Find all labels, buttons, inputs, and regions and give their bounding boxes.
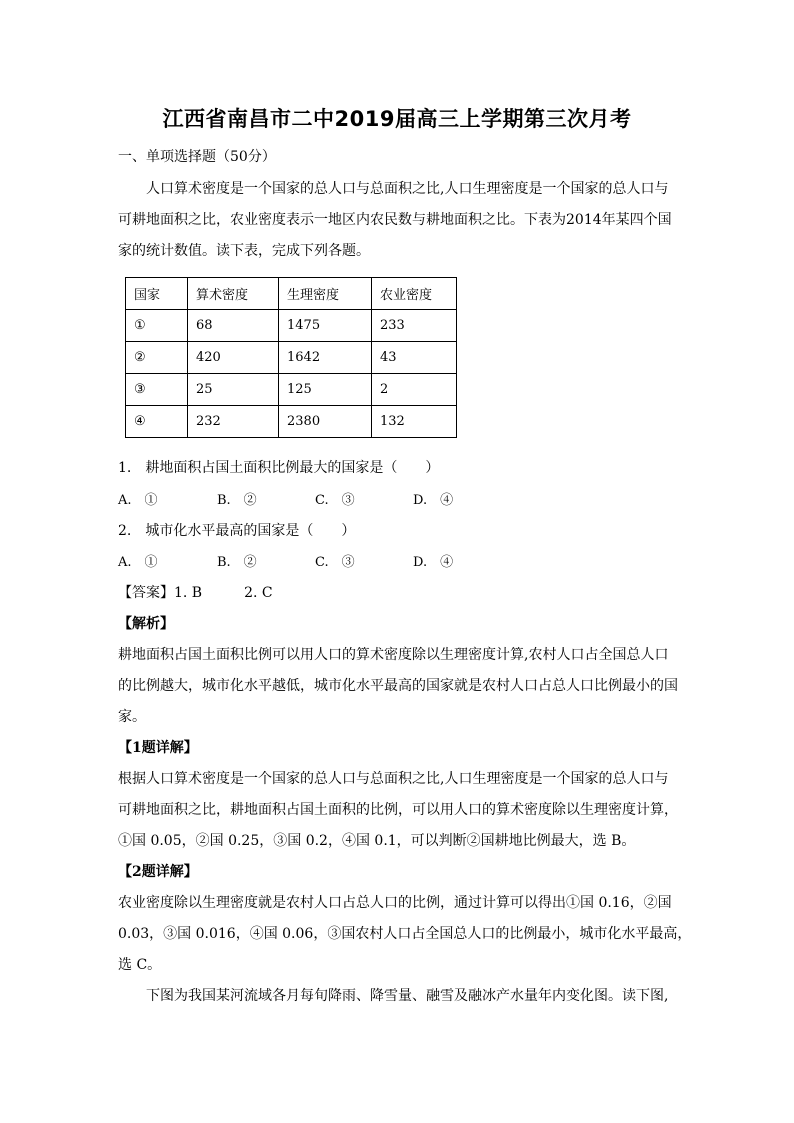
question-2-option-a[interactable]: A. ① — [118, 555, 158, 570]
question-2-option-d[interactable]: D. ④ — [413, 555, 454, 570]
table-cell: 125 — [279, 374, 372, 406]
detail-2-heading: 【2题详解】 — [118, 864, 198, 880]
table-cell: 1642 — [279, 342, 372, 374]
section-heading: 一、单项选择题（50分） — [118, 149, 276, 165]
question-2-option-c[interactable]: C. ③ — [315, 555, 355, 570]
analysis-line-2: 的比例越大，城市化水平越低，城市化水平最高的国家就是农村人口占总人口比例最小的国 — [118, 678, 678, 694]
analysis-line-1: 耕地面积占国土面积比例可以用人口的算术密度除以生理密度计算,农村人口占全国总人口 — [118, 647, 669, 663]
table-cell: ④ — [126, 406, 188, 438]
table-header-row — [126, 278, 457, 310]
question-1-option-b[interactable]: B. ② — [217, 493, 257, 508]
analysis-line-3: 家。 — [118, 709, 146, 725]
table-row — [126, 342, 457, 374]
detail-1-heading: 【1题详解】 — [118, 740, 198, 756]
header-cell: 国家 — [126, 278, 188, 310]
table-row — [126, 310, 457, 342]
header-cell: 生理密度 — [279, 278, 372, 310]
detail-2-line-1: 农业密度除以生理密度就是农村人口占总人口的比例，通过计算可以得出①国 0.16，②国 — [118, 895, 672, 911]
statistics-table — [125, 277, 457, 438]
page-title: 江西省南昌市二中2019届高三上学期第三次月考 — [162, 107, 632, 131]
detail-1-line-2: 可耕地面积之比，耕地面积占国土面积的比例，可以用人口的算术密度除以生理密度计算， — [118, 802, 678, 818]
table-cell: 233 — [372, 310, 457, 342]
analysis-heading: 【解析】 — [118, 616, 174, 632]
table-cell: 43 — [372, 342, 457, 374]
table-cell: 2 — [372, 374, 457, 406]
intro-line-1: 人口算术密度是一个国家的总人口与总面积之比,人口生理密度是一个国家的总人口与 — [146, 181, 669, 197]
detail-2-line-2: 0.03，③国 0.016，④国 0.06，③国农村人口占全国总人口的比例最小，城市化水平最高， — [118, 926, 692, 942]
table-row — [126, 374, 457, 406]
detail-2-line-3: 选 C。 — [118, 957, 162, 973]
question-1-option-d[interactable]: D. ④ — [413, 493, 454, 508]
table-cell: 2380 — [279, 406, 372, 438]
table-cell: 25 — [188, 374, 279, 406]
detail-1-line-1: 根据人口算术密度是一个国家的总人口与总面积之比,人口生理密度是一个国家的总人口与 — [118, 771, 669, 787]
table-cell: 68 — [188, 310, 279, 342]
table-row — [126, 406, 457, 438]
question-1-stem: 1. 耕地面积占国土面积比例最大的国家是（ ） — [118, 460, 440, 476]
table-cell: 420 — [188, 342, 279, 374]
header-cell: 算术密度 — [188, 278, 279, 310]
table-cell: ③ — [126, 374, 188, 406]
table-cell: 232 — [188, 406, 279, 438]
question-2-option-b[interactable]: B. ② — [217, 555, 257, 570]
intro-line-2: 可耕地面积之比，农业密度表示一地区内农民数与耕地面积之比。下表为2014年某四个国 — [118, 212, 672, 228]
table-cell: 132 — [372, 406, 457, 438]
question-1-option-c[interactable]: C. ③ — [315, 493, 355, 508]
header-cell: 农业密度 — [372, 278, 457, 310]
table-cell: ② — [126, 342, 188, 374]
answer-line: 【答案】1. B 2. C — [118, 585, 273, 601]
table-cell: ① — [126, 310, 188, 342]
table-cell: 1475 — [279, 310, 372, 342]
next-passage-intro: 下图为我国某河流域各月每旬降雨、降雪量、融雪及融冰产水量年内变化图。读下图, — [146, 988, 669, 1004]
detail-1-line-3: ①国 0.05，②国 0.25，③国 0.2，④国 0.1，可以判断②国耕地比例最大，选 B。 — [118, 833, 636, 849]
intro-line-3: 家的统计数值。读下表，完成下列各题。 — [118, 243, 370, 259]
question-2-stem: 2. 城市化水平最高的国家是（ ） — [118, 523, 356, 539]
question-1-option-a[interactable]: A. ① — [118, 493, 158, 508]
